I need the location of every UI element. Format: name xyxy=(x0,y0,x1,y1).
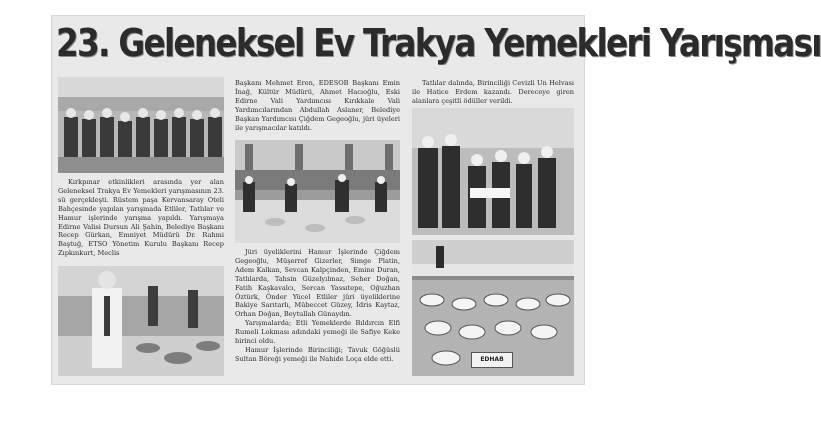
source-stamp: EDHAB xyxy=(471,352,513,368)
article-paragraph: Tatlılar dalında, Birinciliği Cevizli Un Helvası ile Hatice Erdem kazandı. Dereceye giren alanlara çeşitli ödüller verildi. xyxy=(412,79,574,105)
photo-officials-standing xyxy=(412,108,574,235)
article-column-2-bottom xyxy=(235,248,400,380)
headline: 23. Geleneksel Ev Trakya Yemekleri Yarışması xyxy=(56,21,821,65)
article-column-2-top xyxy=(235,79,400,139)
article-paragraph: Kırkpınar etkinlikleri arasında yer alan Geleneksel Trakya Ev Yemekleri yarışmasının 23. sü gerçekleşti. Rüstem paşa Kervansaray Oteli Bahçesinde yapılan yarışmada Etliler, Tatlılar ve Hamur işlerinde yarışma yapıldı. Yarışmaya Edirne Valisi Dursun Ali Şahin, Belediye Başkanı Recep Gürkan, Emniyet Müdürü Dr. Rahmi Baştuğ, ETSO Yönetim Kurulu Başkanı Recep Zıpkınkurt, Meclis xyxy=(58,178,224,258)
article-column-1 xyxy=(58,178,224,266)
photo-officials-row xyxy=(58,77,224,173)
article-column-3 xyxy=(412,79,574,107)
photo-man-dishes xyxy=(58,266,224,376)
article-paragraph: Yarışmalarda; Etli Yemeklerde Bıldırcın Elfi Rumeli Lokması adındaki yemeği ile Safiye Keke birinci oldu. xyxy=(235,319,400,346)
article-paragraph: Hamur İşlerinde Birinciliği; Tavuk Göğüslü Sultan Böreği yemeği ile Nahide Loça elde etti. xyxy=(235,345,400,363)
article-paragraph: Başkanı Mehmet Eren, EDESOB Başkanı Emin İnağ, Kültür Müdürü, Ahmet Hacıoğlu, Eski Edirne Vali Yardımcısı Kırıkkale Vali Yardımcılarından Abdullah Aslaner, Belediye Başkan Yardımcısı Çiğdem Gegeoğlu, jüri üyeleri ile yarışmacılar katıldı. xyxy=(235,79,400,132)
article-paragraph: Jüri üyeliklerini Hamur İşlerinde Çiğdem Gegeoğlu, Müşerref Gizerler, Simge Platin, Adem Kalkan, Sevcan Kalpçinden, Emine Duran, Tatlılarda, Tahsin Güzelyılmaz, Seher Doğan, Fatih Kaşkavalcı, Sercan Yassıtepe, Oğuzhan Öztürk, Önder Yücel Etliler jüri üyeliklerine Bakiye Sarıtarlı, Mübeccet Güzey, İdris Kaytaz, Orhan Doğan, Beytullah Günaydın. xyxy=(235,248,400,319)
photo-hall-tables xyxy=(235,140,400,243)
